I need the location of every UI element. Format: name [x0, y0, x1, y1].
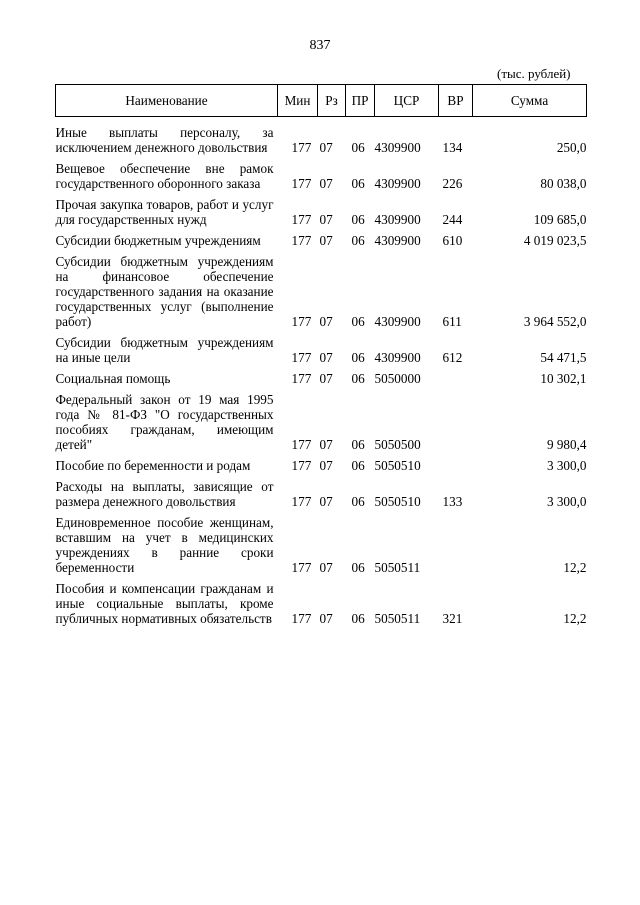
- cell-pr: 06: [351, 233, 365, 248]
- cell-rz: 07: [319, 233, 333, 248]
- cell-min: 177: [291, 233, 312, 248]
- cell-name: Прочая закупка товаров, работ и услуг для государственных нужд: [55, 197, 274, 227]
- cell-rz: 07: [319, 611, 333, 626]
- cell-name: Субсидии бюджетным учреждениям на финансовое обеспечение государственного задания на оказание государственных услуг (выполнение работ): [55, 254, 274, 329]
- cell-pr: 06: [351, 350, 365, 365]
- cell-sum: 3 300,0: [546, 458, 587, 473]
- cell-min: 177: [291, 140, 312, 155]
- cell-csr: 4309900: [374, 176, 421, 191]
- header-rz: Рз: [318, 85, 346, 117]
- cell-min: 177: [291, 314, 312, 329]
- cell-vr: 134: [442, 140, 463, 155]
- cell-csr: 5050000: [374, 371, 421, 386]
- cell-name: Вещевое обеспечение вне рамок государственного оборонного заказа: [55, 161, 274, 191]
- cell-pr: 06: [351, 560, 365, 575]
- cell-csr: 5050511: [374, 560, 421, 575]
- table-row: [56, 371, 587, 392]
- table-row: [56, 233, 587, 254]
- cell-pr: 06: [351, 176, 365, 191]
- cell-vr: 612: [442, 350, 463, 365]
- cell-name: Субсидии бюджетным учреждениям: [55, 233, 261, 248]
- cell-rz: 07: [319, 314, 333, 329]
- cell-rz: 07: [319, 212, 333, 227]
- header-min: Мин: [278, 85, 318, 117]
- cell-csr: 5050511: [374, 611, 421, 626]
- cell-sum: 3 300,0: [546, 494, 587, 509]
- cell-vr: 244: [442, 212, 463, 227]
- cell-csr: 4309900: [374, 212, 421, 227]
- cell-vr: 610: [442, 233, 463, 248]
- table-row: [56, 392, 587, 458]
- cell-csr: 5050500: [374, 437, 421, 452]
- cell-rz: 07: [319, 176, 333, 191]
- table-row: [56, 161, 587, 197]
- cell-csr: 5050510: [374, 458, 421, 473]
- cell-name: Субсидии бюджетным учреждениям на иные цели: [55, 335, 274, 365]
- cell-sum: 12,2: [563, 611, 587, 626]
- cell-pr: 06: [351, 140, 365, 155]
- cell-sum: 4 019 023,5: [523, 233, 587, 248]
- cell-csr: 4309900: [374, 140, 421, 155]
- cell-min: 177: [291, 176, 312, 191]
- cell-name: Пособие по беременности и родам: [55, 458, 251, 473]
- cell-sum: 12,2: [563, 560, 587, 575]
- table-row: [56, 254, 587, 335]
- table-header-row: [56, 85, 587, 117]
- cell-rz: 07: [319, 494, 333, 509]
- table-row: [56, 479, 587, 515]
- cell-sum: 9 980,4: [546, 437, 587, 452]
- cell-min: 177: [291, 212, 312, 227]
- table-row: [56, 458, 587, 479]
- cell-pr: 06: [351, 458, 365, 473]
- cell-vr: [439, 392, 473, 458]
- cell-pr: 06: [351, 314, 365, 329]
- cell-min: 177: [291, 494, 312, 509]
- cell-rz: 07: [319, 560, 333, 575]
- cell-vr: 226: [442, 176, 463, 191]
- cell-rz: 07: [319, 371, 333, 386]
- table-row: [56, 335, 587, 371]
- cell-min: 177: [291, 437, 312, 452]
- table-row: [56, 117, 587, 162]
- cell-vr: [439, 371, 473, 392]
- units-label: (тыс. рублей): [497, 66, 571, 81]
- cell-pr: 06: [351, 494, 365, 509]
- cell-pr: 06: [351, 437, 365, 452]
- cell-name: Пособия и компенсации гражданам и иные социальные выплаты, кроме публичных нормативных обязательств: [55, 581, 274, 626]
- cell-rz: 07: [319, 437, 333, 452]
- cell-min: 177: [291, 350, 312, 365]
- cell-sum: 3 964 552,0: [523, 314, 587, 329]
- cell-sum: 54 471,5: [540, 350, 587, 365]
- cell-vr: 611: [442, 314, 462, 329]
- cell-csr: 4309900: [374, 233, 421, 248]
- cell-min: 177: [291, 560, 312, 575]
- cell-name: Иные выплаты персоналу, за исключением денежного довольствия: [55, 125, 274, 155]
- cell-vr: 133: [442, 494, 463, 509]
- cell-csr: 4309900: [374, 314, 421, 329]
- cell-pr: 06: [351, 611, 365, 626]
- cell-rz: 07: [319, 350, 333, 365]
- cell-rz: 07: [319, 458, 333, 473]
- cell-min: 177: [291, 371, 312, 386]
- table-body: [56, 117, 587, 633]
- cell-vr: [439, 458, 473, 479]
- cell-name: Федеральный закон от 19 мая 1995 года № 81-ФЗ "О государственных пособиях гражданам, имеющим детей": [55, 392, 274, 452]
- cell-name: Социальная помощь: [55, 371, 171, 386]
- cell-csr: 4309900: [374, 350, 421, 365]
- table-row: [56, 515, 587, 581]
- header-pr: ПР: [346, 85, 375, 117]
- cell-pr: 06: [351, 212, 365, 227]
- cell-sum: 10 302,1: [540, 371, 587, 386]
- header-vr: ВР: [439, 85, 473, 117]
- cell-name: Единовременное пособие женщинам, вставшим на учет в медицинских учреждениях в ранние сроки беременности: [55, 515, 274, 575]
- table-row: [56, 581, 587, 632]
- cell-sum: 80 038,0: [540, 176, 587, 191]
- cell-sum: 109 685,0: [533, 212, 587, 227]
- cell-vr: 321: [442, 611, 463, 626]
- page-number: 837: [309, 38, 331, 53]
- cell-rz: 07: [319, 140, 333, 155]
- cell-pr: 06: [351, 371, 365, 386]
- cell-vr: [439, 515, 473, 581]
- cell-min: 177: [291, 458, 312, 473]
- cell-csr: 5050510: [374, 494, 421, 509]
- header-sum: Сумма: [473, 85, 587, 117]
- header-csr: ЦСР: [375, 85, 439, 117]
- cell-name: Расходы на выплаты, зависящие от размера денежного довольствия: [55, 479, 274, 509]
- cell-min: 177: [291, 611, 312, 626]
- table-row: [56, 197, 587, 233]
- budget-table: [55, 84, 587, 632]
- header-name: Наименование: [56, 85, 278, 117]
- cell-sum: 250,0: [556, 140, 587, 155]
